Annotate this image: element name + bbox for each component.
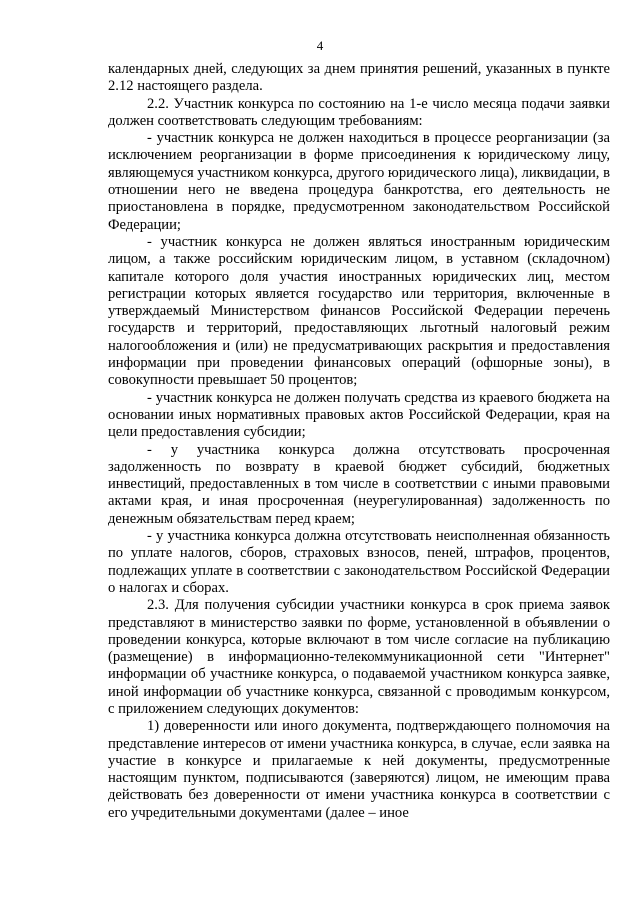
document-body xyxy=(108,61,610,822)
paragraph-requirement-overdue-debt: - у участника конкурса должна отсутствовать просроченная задолженность по возврату в краевой бюджет субсидий, бюджетных инвестиций, предоставленных в том числе в соответствии с иными правовыми актами края, и иная просроченная (неурегулированная) задолженность по денежным обязательствам перед краем; xyxy=(108,441,610,527)
paragraph-requirement-foreign-entity: - участник конкурса не должен являться иностранным юридическим лицом, а также российским юридическим лицом, в уставном (складочном) капитале которого доля участия иностранных юридических лиц, местом регистрации которых является государство или территория, включенные в утверждаемый Министерством финансов Российской Федерации перечень государств и территорий, предоставляющих льготный налоговый режим налогообложения и (или) не предусматривающих раскрытия и предоставления информации при проведении финансовых операций (офшорные зоны), в совокупности превышает 50 процентов; xyxy=(108,233,610,389)
paragraph-clause-2-2: 2.2. Участник конкурса по состоянию на 1-е число месяца подачи заявки должен соответствовать следующим требованиям: xyxy=(108,95,610,129)
paragraph-clause-2-3: 2.3. Для получения субсидии участники конкурса в срок приема заявок представляют в министерство заявки по форме, установленной в объявлении о проведении конкурса, которые включают в том числе согласие на публикацию (размещение) в информационно-телекоммуникационной сети "Интернет" информации об участнике конкурса, о подаваемой участником конкурса заявке, иной информации об участнике конкурса, связанной с проводимым конкурсом, с приложением следующих документов: xyxy=(108,597,610,717)
paragraph-requirement-regional-budget: - участник конкурса не должен получать средства из краевого бюджета на основании иных нормативных правовых актов Российской Федерации, края на цели предоставления субсидии; xyxy=(108,389,610,441)
paragraph-requirement-taxes: - у участника конкурса должна отсутствовать неисполненная обязанность по уплате налогов, сборов, страховых взносов, пеней, штрафов, процентов, подлежащих уплате в соответствии с законодательством Российской Федерации о налогах и сборах. xyxy=(108,528,610,596)
paragraph-document-item-1: 1) доверенности или иного документа, подтверждающего полномочия на представление интересов от имени участника конкурса, в случае, если заявка на участие в конкурсе и прилагаемые к ней документы, предусмотренные настоящим пунктом, подписываются (заверяются) лицом, не имеющим права действовать без доверенности от имени участника конкурса в соответствии с его учредительными документами (далее – иное xyxy=(108,718,610,821)
paragraph-continuation: календарных дней, следующих за днем принятия решений, указанных в пункте 2.12 настоящего раздела. xyxy=(108,61,610,95)
paragraph-requirement-reorganization: - участник конкурса не должен находиться в процессе реорганизации (за исключением реорганизации в форме присоединения к юридическому лицу, являющемуся участником конкурса, другого юридического лица), ликвидации, в отношении него не введена процедура банкротства, его деятельность не приостановлена в порядке, предусмотренном законодательством Российской Федерации; xyxy=(108,130,610,233)
page-number: 4 xyxy=(316,38,324,53)
